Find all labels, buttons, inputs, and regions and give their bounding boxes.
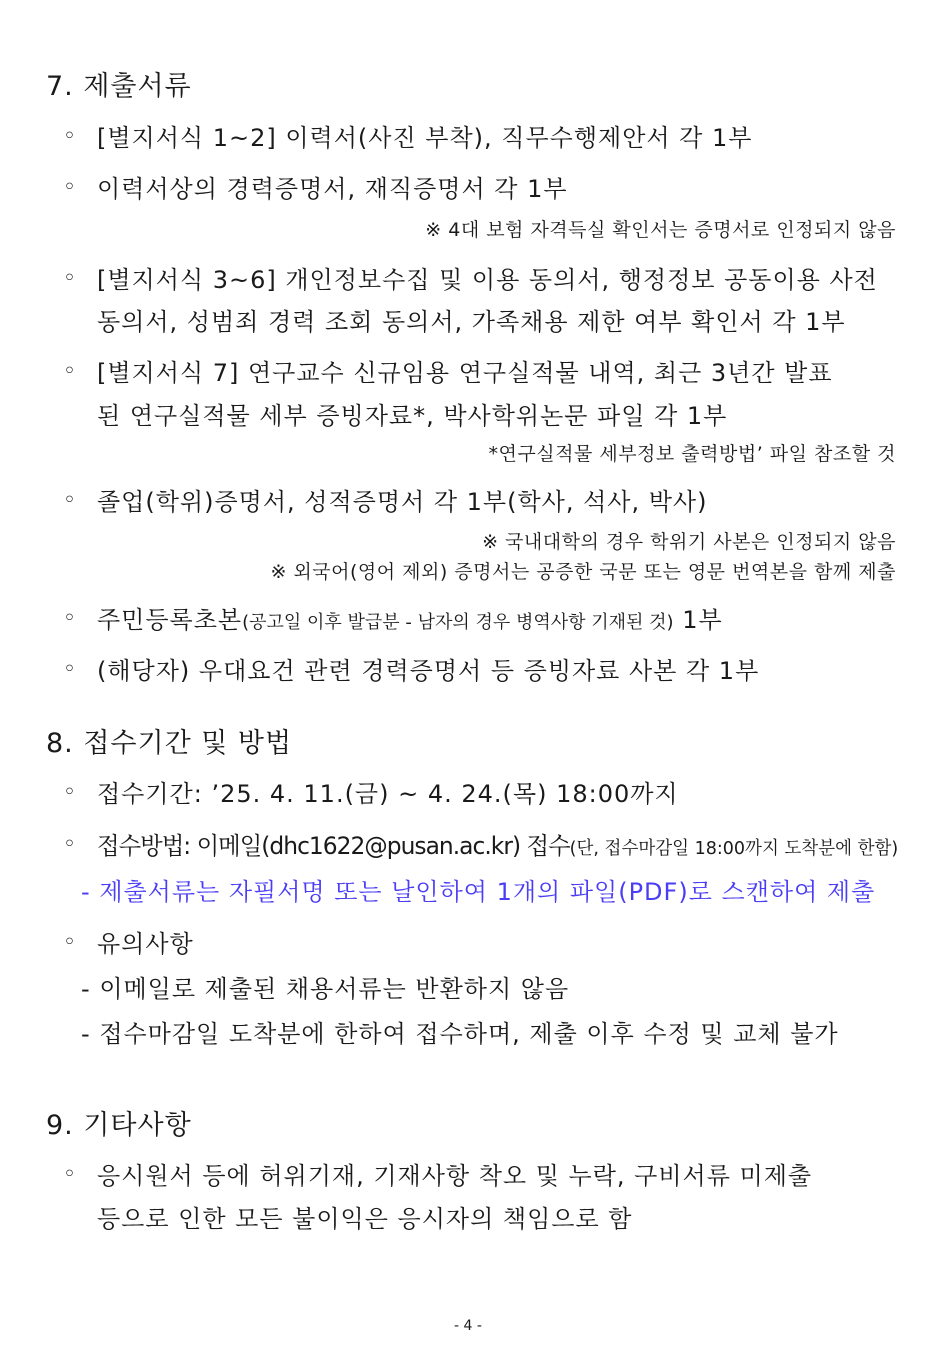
list-item: 졸업(학위)증명서, 성적증명서 각 1부(학사, 석사, 박사)	[97, 488, 708, 516]
dash-mark: -	[81, 975, 91, 1003]
list-item-continued: 동의서, 성범죄 경력 조회 동의서, 가족채용 제한 여부 확인서 각 1부	[97, 308, 846, 336]
list-item	[97, 600, 723, 635]
list-item-continued: 된 연구실적물 세부 증빙자료*, 박사학위논문 파일 각 1부	[97, 402, 728, 430]
list-item-main: 접수방법: 이메일(dhc1622@pusan.ac.kr) 접수	[97, 832, 570, 860]
dash-text: 이메일로 제출된 채용서류는 반환하지 않음	[99, 975, 570, 1003]
note: ※ 외국어(영어 제외) 증명서는 공증한 국문 또는 영문 번역본을 함께 제출	[270, 561, 896, 583]
bullet: ◦	[63, 1162, 76, 1187]
dash-mark: -	[81, 1020, 91, 1048]
page-number: - 4 -	[454, 1318, 482, 1334]
list-item: 유의사항	[97, 930, 194, 958]
bullet: ◦	[63, 359, 76, 384]
bullet: ◦	[63, 606, 76, 631]
list-item-main: 주민등록초본	[97, 606, 243, 634]
list-item-continued: 등으로 인한 모든 불이익은 응시자의 책임으로 함	[97, 1205, 633, 1233]
section-8-heading: 8. 접수기간 및 방법	[46, 728, 293, 759]
dash-text: 제출서류는 자필서명 또는 날인하여 1개의 파일(PDF)로 스캔하여 제출	[99, 878, 876, 906]
dash-item	[81, 969, 569, 1004]
list-item: 이력서상의 경력증명서, 재직증명서 각 1부	[97, 175, 568, 203]
bullet: ◦	[63, 832, 76, 857]
list-item-remark: (공고일 이후 발급분 - 남자의 경우 병역사항 기재된 것)	[242, 612, 674, 633]
note: *연구실적물 세부정보 출력방법’ 파일 참조할 것	[488, 443, 896, 465]
dash-item	[81, 872, 875, 907]
bullet: ◦	[63, 657, 76, 682]
bullet: ◦	[63, 930, 76, 955]
bullet: ◦	[63, 175, 76, 200]
list-item-remark: (단, 접수마감일 18:00까지 도착분에 한함)	[569, 838, 899, 859]
list-item: 접수기간: ’25. 4. 11.(금) ~ 4. 24.(목) 18:00까지	[97, 780, 679, 808]
dash-mark: -	[81, 878, 91, 906]
bullet: ◦	[63, 266, 76, 291]
list-item: [별지서식 1~2] 이력서(사진 부착), 직무수행제안서 각 1부	[97, 124, 753, 152]
bullet: ◦	[63, 780, 76, 805]
note: ※ 4대 보험 자격득실 확인서는 증명서로 인정되지 않음	[425, 219, 896, 241]
list-item: [별지서식 7] 연구교수 신규임용 연구실적물 내역, 최근 3년간 발표	[97, 359, 833, 387]
section-9-heading: 9. 기타사항	[46, 1110, 192, 1141]
note: ※ 국내대학의 경우 학위기 사본은 인정되지 않음	[482, 531, 896, 553]
dash-text: 접수마감일 도착분에 한하여 접수하며, 제출 이후 수정 및 교체 불가	[99, 1020, 839, 1048]
bullet: ◦	[63, 124, 76, 149]
dash-item	[81, 1014, 839, 1049]
section-7-heading: 7. 제출서류	[46, 71, 192, 102]
list-item: (해당자) 우대요건 관련 경력증명서 등 증빙자료 사본 각 1부	[97, 657, 760, 685]
bullet: ◦	[63, 488, 76, 513]
list-item	[97, 826, 898, 861]
list-item-tail: 1부	[673, 606, 723, 634]
list-item: [별지서식 3~6] 개인정보수집 및 이용 동의서, 행정정보 공동이용 사전	[97, 266, 878, 294]
list-item: 응시원서 등에 허위기재, 기재사항 착오 및 누락, 구비서류 미제출	[97, 1162, 813, 1190]
